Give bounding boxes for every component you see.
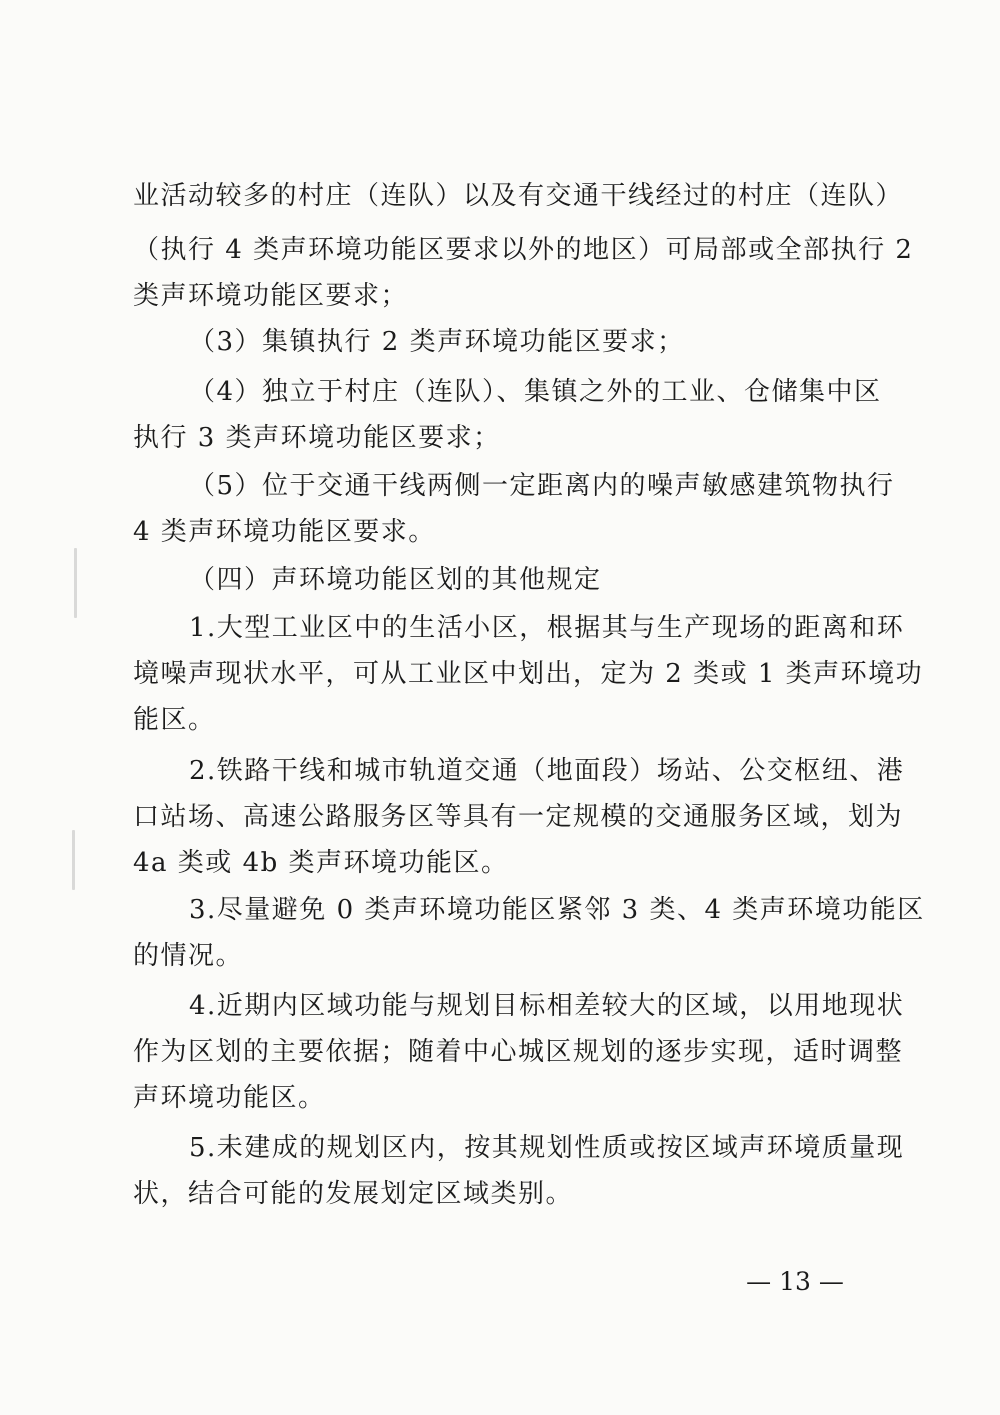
scan-mark bbox=[72, 830, 75, 890]
text-line: 的情况。 bbox=[133, 941, 244, 971]
text-line: 境噪声现状水平，可从工业区中划出，定为 2 类或 1 类声环境功 bbox=[133, 659, 924, 689]
list-item-text: 3.尽量避免 0 类声环境功能区紧邻 3 类、4 类声环境功能区 bbox=[189, 895, 925, 925]
list-item-text: 5.未建成的规划区内，按其规划性质或按区域声环境质量现 bbox=[189, 1133, 905, 1163]
text-line: 作为区划的主要依据；随着中心城区规划的逐步实现，适时调整 bbox=[133, 1037, 904, 1067]
text-line: 能区。 bbox=[133, 705, 216, 735]
text-line: 口站场、高速公路服务区等具有一定规模的交通服务区域，划为 bbox=[133, 802, 904, 832]
text-line: 状，结合可能的发展划定区域类别。 bbox=[133, 1179, 574, 1209]
list-item-text: （5）位于交通干线两侧一定距离内的噪声敏感建筑物执行 bbox=[189, 471, 895, 501]
text-line: 类声环境功能区要求； bbox=[133, 281, 409, 311]
text-line: 执行 3 类声环境功能区要求； bbox=[133, 423, 501, 453]
list-item-text: 2.铁路干线和城市轨道交通（地面段）场站、公交枢纽、港 bbox=[189, 756, 905, 786]
text-line: 业活动较多的村庄（连队）以及有交通干线经过的村庄（连队） bbox=[133, 181, 904, 211]
list-item-text: （4）独立于村庄（连队）、集镇之外的工业、仓储集中区 bbox=[189, 377, 882, 407]
text-line: 声环境功能区。 bbox=[133, 1083, 326, 1113]
list-item-text: 1.大型工业区中的生活小区，根据其与生产现场的距离和环 bbox=[189, 613, 905, 643]
text-line: 4a 类或 4b 类声环境功能区。 bbox=[133, 848, 509, 878]
list-item-text: （3）集镇执行 2 类声环境功能区要求； bbox=[189, 327, 685, 357]
text-line: 4 类声环境功能区要求。 bbox=[133, 517, 436, 547]
list-item-text: 4.近期内区域功能与规划目标相差较大的区域，以用地现状 bbox=[189, 991, 905, 1021]
scan-mark bbox=[74, 548, 77, 618]
text-line: （执行 4 类声环境功能区要求以外的地区）可局部或全部执行 2 bbox=[133, 235, 914, 265]
page-number: — 13 — bbox=[746, 1267, 844, 1296]
section-heading: （四）声环境功能区划的其他规定 bbox=[189, 565, 602, 595]
